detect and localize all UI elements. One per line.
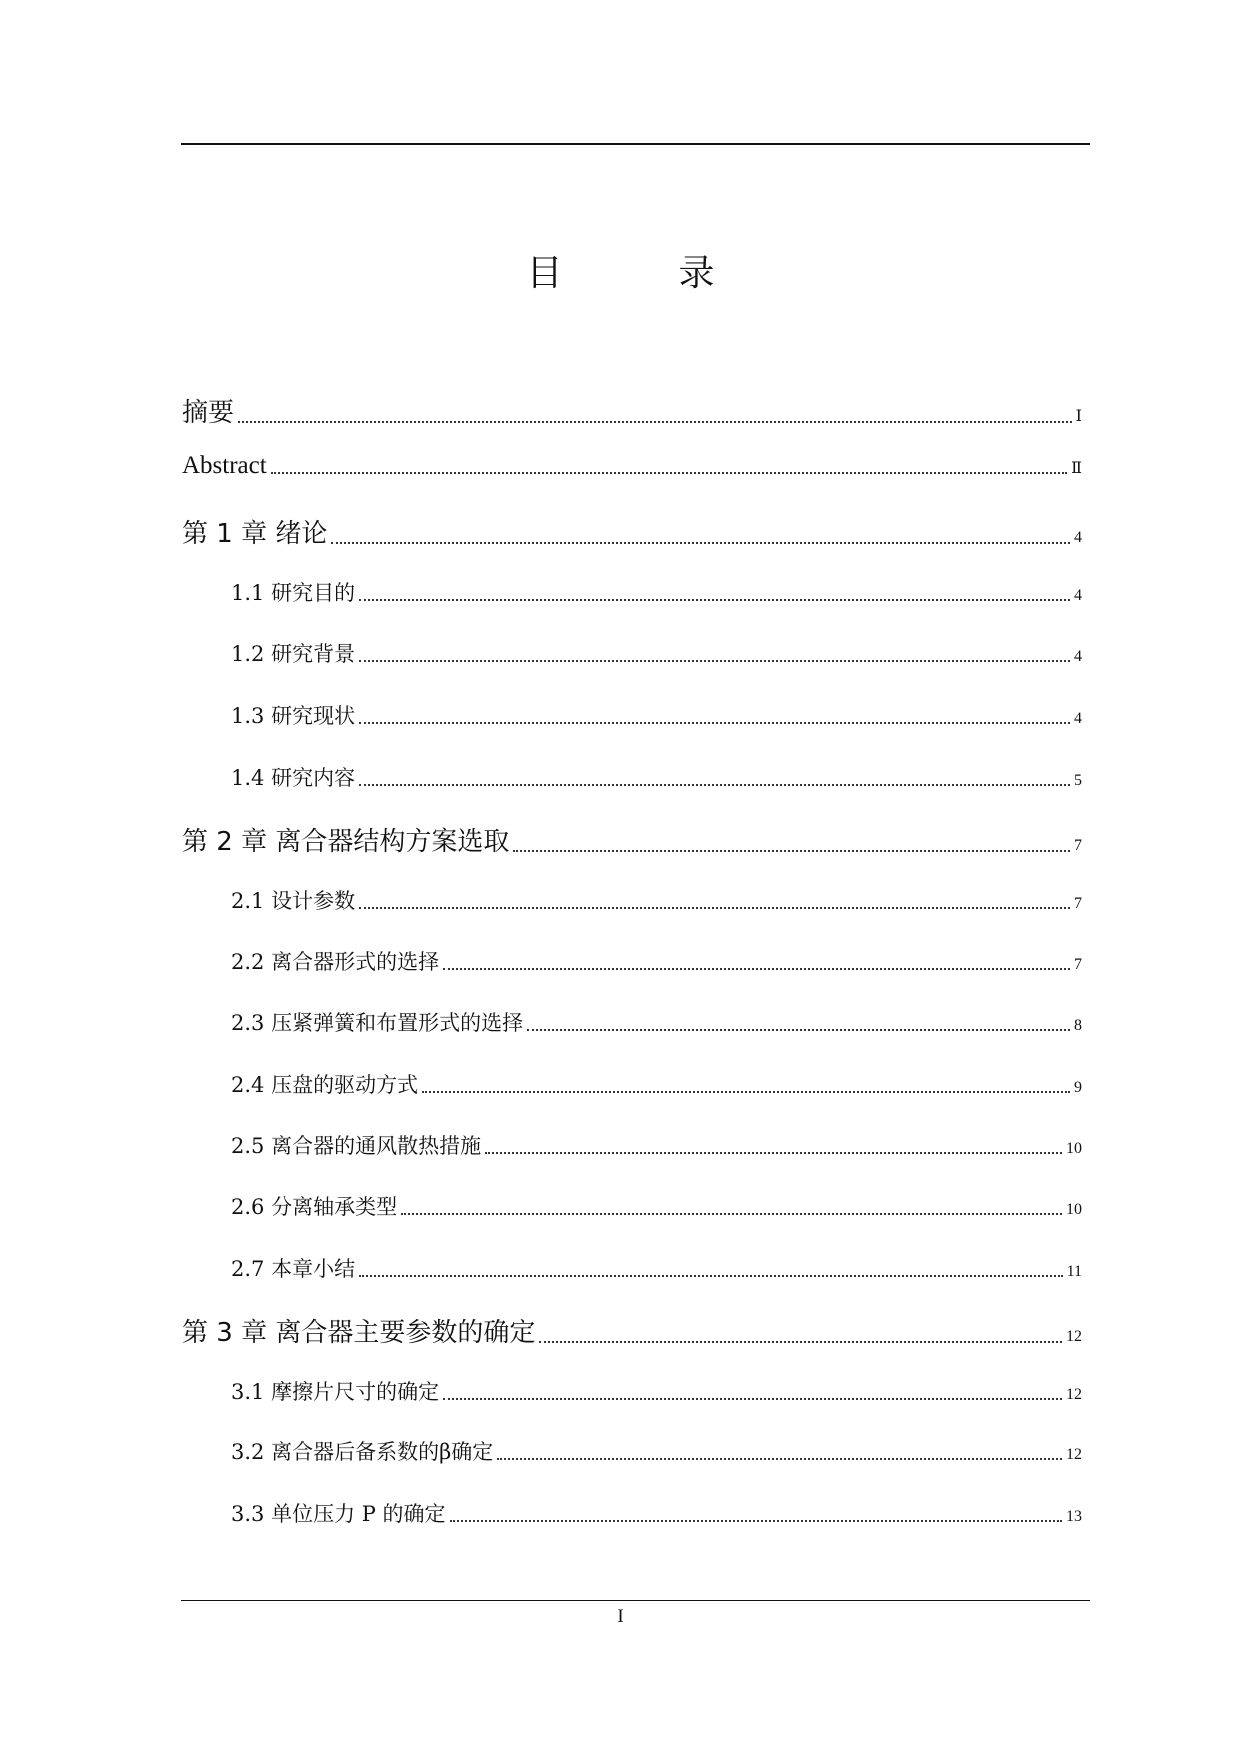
toc-entry-label: 摘要 [182, 398, 235, 428]
toc-entry-label: 2.5 离合器的通风散热措施 [231, 1134, 482, 1158]
toc-entry-section-2-3[interactable] [231, 1007, 1082, 1037]
toc-entry-page: 12 [1066, 1386, 1082, 1403]
toc-dot-leader [359, 660, 1070, 662]
toc-dot-leader [359, 1275, 1063, 1277]
toc-dot-leader [539, 1341, 1062, 1343]
header-rule [181, 143, 1090, 145]
toc-dot-leader [443, 1398, 1062, 1400]
toc-entry-chapter-2[interactable] [182, 821, 1082, 858]
toc-entry-page: 10 [1066, 1140, 1082, 1157]
toc-entry-label: 第 1 章 绪论 [182, 519, 328, 549]
toc-entry-page: 4 [1074, 710, 1082, 727]
toc-entry-section-3-2[interactable] [231, 1436, 1082, 1466]
toc-entry-page: 5 [1074, 772, 1082, 789]
toc-entry-page: Ⅱ [1071, 460, 1082, 477]
footer-rule [181, 1600, 1090, 1601]
toc-entry-section-3-3[interactable] [231, 1498, 1082, 1528]
toc-entry-label: 3.3 单位压力 P 的确定 [231, 1502, 446, 1526]
toc-dot-leader [359, 907, 1070, 909]
toc-dot-leader [401, 1213, 1062, 1215]
toc-dot-leader [443, 968, 1070, 970]
toc-entry-label: 第 3 章 离合器主要参数的确定 [182, 1318, 536, 1348]
toc-entry-label: 第 2 章 离合器结构方案选取 [182, 827, 510, 857]
toc-entry-chapter-1[interactable] [182, 513, 1082, 550]
toc-entry-section-2-2[interactable] [231, 946, 1082, 976]
toc-entry-abstract-cn[interactable] [182, 392, 1082, 429]
toc-entry-page: Ⅰ [1075, 408, 1082, 425]
toc-entry-section-1-2[interactable] [231, 638, 1082, 668]
toc-dot-leader [331, 542, 1070, 544]
toc-entry-page: 9 [1074, 1079, 1082, 1096]
toc-dot-leader [450, 1520, 1062, 1522]
toc-dot-leader [359, 599, 1070, 601]
toc-entry-section-1-4[interactable] [231, 762, 1082, 792]
footer-page-number: I [617, 1606, 624, 1627]
toc-dot-leader [497, 1458, 1062, 1460]
toc-entry-page: 7 [1074, 837, 1082, 854]
toc-entry-page: 8 [1074, 1017, 1082, 1034]
toc-entry-page: 7 [1074, 956, 1082, 973]
toc-entry-label: 2.7 本章小结 [231, 1257, 356, 1281]
toc-entry-page: 4 [1074, 648, 1082, 665]
toc-entry-section-2-7[interactable] [231, 1253, 1082, 1283]
toc-entry-page: 11 [1066, 1263, 1082, 1280]
toc-entry-section-1-1[interactable] [231, 577, 1082, 607]
toc-entry-page: 12 [1066, 1446, 1082, 1463]
toc-dot-leader [422, 1091, 1070, 1093]
toc-dot-leader [271, 472, 1067, 474]
toc-entry-page: 4 [1074, 529, 1082, 546]
toc-dot-leader [359, 722, 1070, 724]
toc-entry-label: 1.4 研究内容 [231, 766, 356, 790]
toc-dot-leader [485, 1152, 1062, 1154]
toc-entry-page: 10 [1066, 1201, 1082, 1218]
toc-entry-abstract-en[interactable] [182, 452, 1082, 480]
toc-entry-label: 1.3 研究现状 [231, 704, 356, 728]
toc-entry-section-2-4[interactable] [231, 1069, 1082, 1099]
toc-entry-label: 3.2 离合器后备系数的β确定 [231, 1440, 494, 1464]
toc-entry-label: 2.6 分离轴承类型 [231, 1195, 398, 1219]
toc-entry-page: 12 [1066, 1328, 1082, 1345]
toc-entry-page: 7 [1074, 895, 1082, 912]
toc-entry-label: 1.2 研究背景 [231, 642, 356, 666]
toc-entry-label: 1.1 研究目的 [231, 581, 356, 605]
toc-dot-leader [513, 850, 1070, 852]
toc-entry-label: Abstract [182, 452, 267, 479]
toc-entry-label: 2.1 设计参数 [231, 889, 356, 913]
toc-entry-section-1-3[interactable] [231, 700, 1082, 730]
toc-dot-leader [359, 784, 1070, 786]
toc-entry-section-2-6[interactable] [231, 1191, 1082, 1221]
toc-entry-label: 3.1 摩擦片尺寸的确定 [231, 1380, 440, 1404]
toc-dot-leader [527, 1029, 1070, 1031]
page-title: 目 录 [526, 253, 755, 294]
toc-entry-label: 2.3 压紧弹簧和布置形式的选择 [231, 1011, 524, 1035]
toc-entry-page: 13 [1066, 1508, 1082, 1525]
toc-entry-label: 2.2 离合器形式的选择 [231, 950, 440, 974]
toc-entry-section-2-5[interactable] [231, 1130, 1082, 1160]
toc-entry-section-3-1[interactable] [231, 1376, 1082, 1406]
toc-entry-page: 4 [1074, 587, 1082, 604]
toc-entry-chapter-3[interactable] [182, 1312, 1082, 1349]
toc-entry-section-2-1[interactable] [231, 885, 1082, 915]
toc-dot-leader [238, 421, 1072, 423]
toc-entry-label: 2.4 压盘的驱动方式 [231, 1073, 419, 1097]
